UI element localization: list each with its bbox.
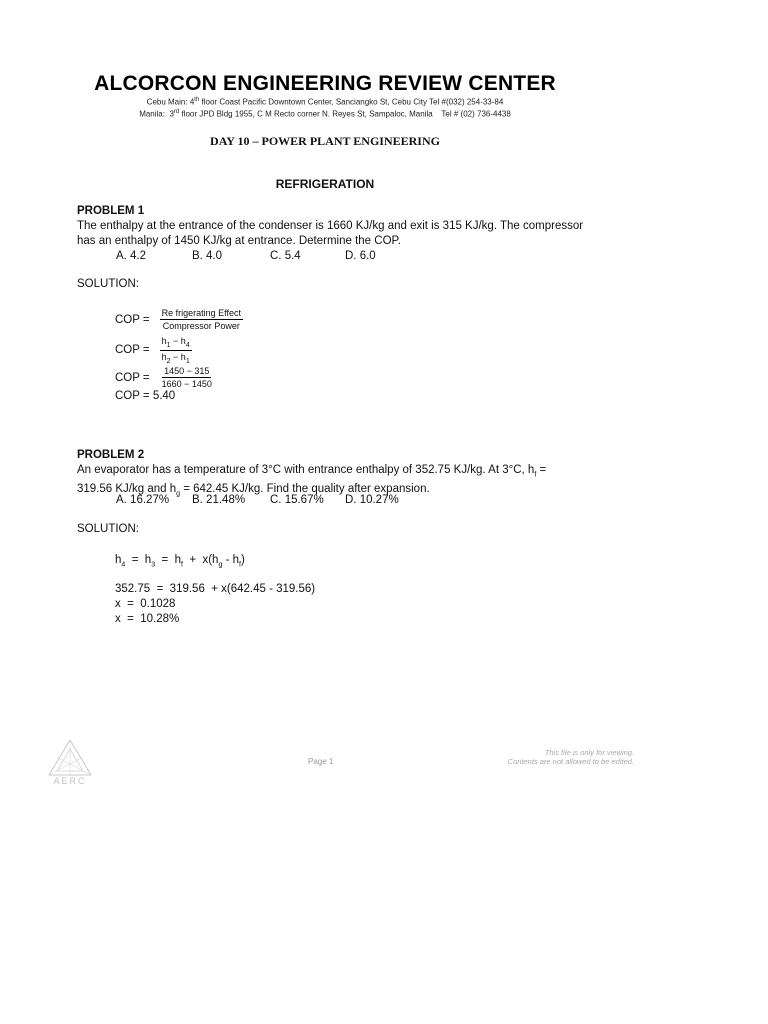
problem-1-text: The enthalpy at the entrance of the condenser is 1660 KJ/kg and exit is 315 KJ/kg. The compressor has an enthalpy of 1450 KJ/kg at entrance. Determine the COP. xyxy=(77,220,584,247)
fraction: $\frac{1450 - 315}{1660 - 1450}$ xyxy=(161,366,212,389)
choice-b: B. 4.0 xyxy=(192,250,223,262)
aerc-logo-icon xyxy=(44,737,96,789)
choice-d: D. 10.27% xyxy=(345,494,399,506)
svg-text:AERC: AERC xyxy=(53,776,87,786)
choice-d: D. 6.0 xyxy=(345,250,376,262)
page-number: Page 1 xyxy=(308,757,334,766)
manila-address-line: Manila: 3rd floor JPD Bldg 1955, C M Recto corner N. Reyes St, Sampaloc, Manila Tel # (02) 736-4438 xyxy=(139,109,511,119)
cebu-address-line: Cebu Main: 4th floor Coast Pacific Downtown Center, Sanciangko St, Cebu City Tel #(032) 254-33-84 xyxy=(146,97,504,107)
org-name: ALCORCON ENGINEERING REVIEW CENTER xyxy=(94,72,556,95)
day-title: DAY 10 – POWER PLANT ENGINEERING xyxy=(210,134,440,148)
quality-result: x = 10.28% xyxy=(115,613,180,625)
quality-equation-2: 352.75 = 319.56 + x(642.45 - 319.56) xyxy=(115,583,316,595)
cop-equation-2: COP = $\frac{h_1 - h_4}{h_2 - h_1}$ xyxy=(115,336,190,365)
fraction: $\frac{\text{Re frigerating Effect}}{\text{Compressor Power}}$ xyxy=(161,308,241,331)
cop-equation-1: COP = $\frac{\text{Re frigerating Effect}}{\text{Compressor Power}}$ xyxy=(115,308,241,331)
view-only-notice: This file is only for viewing. xyxy=(544,748,634,757)
problem-2-text: An evaporator has a temperature of 3°C with entrance enthalpy of 352.75 KJ/kg. At 3°C, $h_f$ = 319.56 KJ/kg and $h_g = 642.45$ KJ/kg. Find the quality after expansion. xyxy=(77,464,547,498)
problem-2-choices xyxy=(116,494,399,506)
problem-2-label: PROBLEM 2 xyxy=(77,449,145,461)
edit-restriction-notice: Contents are not allowed to be edited. xyxy=(507,757,634,766)
choice-a: A. 16.27% xyxy=(116,494,170,506)
quality-equation-1: $h_4 = h_3 = h_f + x(h_g - h_f)$ xyxy=(115,554,245,569)
choice-c: C. 5.4 xyxy=(270,250,301,262)
choice-a: A. 4.2 xyxy=(116,250,147,262)
problem-2-solution-label: SOLUTION: xyxy=(77,523,139,535)
problem-1-label: PROBLEM 1 xyxy=(77,205,145,217)
choice-c: C. 15.67% xyxy=(270,494,324,506)
problem-1-solution-label: SOLUTION: xyxy=(77,278,139,290)
cop-result: COP = 5.40 xyxy=(115,390,176,402)
fraction: $\frac{h_1 - h_4}{h_2 - h_1}$ xyxy=(161,336,190,365)
problem-1-choices xyxy=(116,250,376,262)
aerc-logo xyxy=(44,737,96,794)
topic-title: REFRIGERATION xyxy=(275,177,375,191)
cop-equation-3: COP = $\frac{1450 - 315}{1660 - 1450}$ xyxy=(115,366,212,389)
choice-b: B. 21.48% xyxy=(192,494,246,506)
quality-equation-3: x = 0.1028 xyxy=(115,598,176,610)
